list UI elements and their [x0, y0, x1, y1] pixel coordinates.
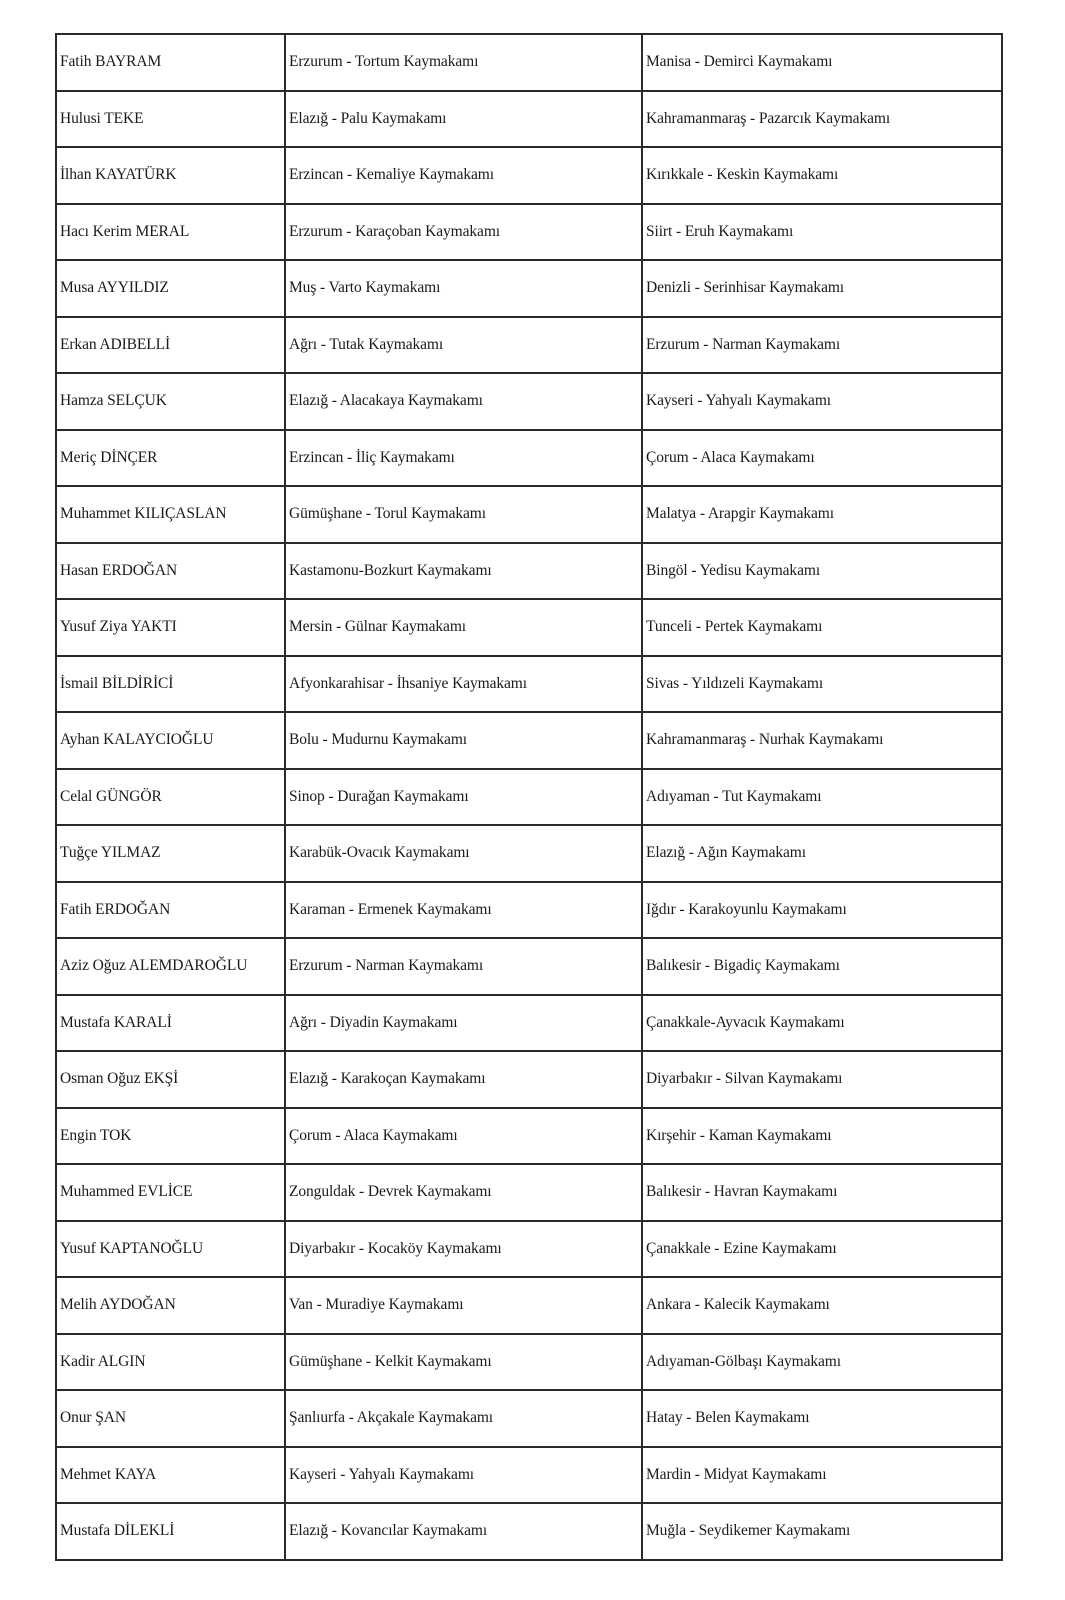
new-post-cell: Kahramanmaraş - Nurhak Kaymakamı: [642, 712, 1002, 769]
current-post-cell: Karaman - Ermenek Kaymakamı: [285, 882, 642, 939]
new-post-cell: Siirt - Eruh Kaymakamı: [642, 204, 1002, 261]
new-post-cell: Sivas - Yıldızeli Kaymakamı: [642, 656, 1002, 713]
person-name-cell: Muhammet KILIÇASLAN: [56, 486, 285, 543]
current-post-cell: Gümüşhane - Torul Kaymakamı: [285, 486, 642, 543]
current-post-cell: Ağrı - Diyadin Kaymakamı: [285, 995, 642, 1052]
table-row: [56, 91, 1002, 148]
new-post-cell: Iğdır - Karakoyunlu Kaymakamı: [642, 882, 1002, 939]
person-name-cell: Hacı Kerim MERAL: [56, 204, 285, 261]
current-post-cell: Sinop - Durağan Kaymakamı: [285, 769, 642, 826]
new-post-cell: Kırşehir - Kaman Kaymakamı: [642, 1108, 1002, 1165]
person-name-cell: Muhammed EVLİCE: [56, 1164, 285, 1221]
new-post-cell: Hatay - Belen Kaymakamı: [642, 1390, 1002, 1447]
person-name-cell: Celal GÜNGÖR: [56, 769, 285, 826]
table-row: [56, 373, 1002, 430]
current-post-cell: Erzincan - Kemaliye Kaymakamı: [285, 147, 642, 204]
person-name-cell: Melih AYDOĞAN: [56, 1277, 285, 1334]
assignment-table: [55, 33, 1003, 1561]
table-row: [56, 1051, 1002, 1108]
new-post-cell: Kayseri - Yahyalı Kaymakamı: [642, 373, 1002, 430]
table-row: [56, 1334, 1002, 1391]
person-name-cell: Ayhan KALAYCIOĞLU: [56, 712, 285, 769]
new-post-cell: Muğla - Seydikemer Kaymakamı: [642, 1503, 1002, 1560]
table-row: [56, 1447, 1002, 1504]
person-name-cell: Engin TOK: [56, 1108, 285, 1165]
current-post-cell: Zonguldak - Devrek Kaymakamı: [285, 1164, 642, 1221]
assignment-table-body: [56, 34, 1002, 1560]
current-post-cell: Elazığ - Karakoçan Kaymakamı: [285, 1051, 642, 1108]
person-name-cell: Yusuf Ziya YAKTI: [56, 599, 285, 656]
table-row: [56, 1164, 1002, 1221]
table-row: [56, 260, 1002, 317]
current-post-cell: Diyarbakır - Kocaköy Kaymakamı: [285, 1221, 642, 1278]
new-post-cell: Manisa - Demirci Kaymakamı: [642, 34, 1002, 91]
table-row: [56, 882, 1002, 939]
new-post-cell: Bingöl - Yedisu Kaymakamı: [642, 543, 1002, 600]
new-post-cell: Çanakkale - Ezine Kaymakamı: [642, 1221, 1002, 1278]
new-post-cell: Tunceli - Pertek Kaymakamı: [642, 599, 1002, 656]
new-post-cell: Mardin - Midyat Kaymakamı: [642, 1447, 1002, 1504]
current-post-cell: Şanlıurfa - Akçakale Kaymakamı: [285, 1390, 642, 1447]
new-post-cell: Diyarbakır - Silvan Kaymakamı: [642, 1051, 1002, 1108]
table-row: [56, 543, 1002, 600]
person-name-cell: Hulusi TEKE: [56, 91, 285, 148]
table-row: [56, 486, 1002, 543]
person-name-cell: Onur ŞAN: [56, 1390, 285, 1447]
current-post-cell: Çorum - Alaca Kaymakamı: [285, 1108, 642, 1165]
current-post-cell: Afyonkarahisar - İhsaniye Kaymakamı: [285, 656, 642, 713]
current-post-cell: Elazığ - Alacakaya Kaymakamı: [285, 373, 642, 430]
table-row: [56, 430, 1002, 487]
person-name-cell: Yusuf KAPTANOĞLU: [56, 1221, 285, 1278]
current-post-cell: Karabük-Ovacık Kaymakamı: [285, 825, 642, 882]
current-post-cell: Erzurum - Karaçoban Kaymakamı: [285, 204, 642, 261]
person-name-cell: Mehmet KAYA: [56, 1447, 285, 1504]
current-post-cell: Mersin - Gülnar Kaymakamı: [285, 599, 642, 656]
current-post-cell: Erzurum - Narman Kaymakamı: [285, 938, 642, 995]
table-row: [56, 1503, 1002, 1560]
table-row: [56, 599, 1002, 656]
new-post-cell: Elazığ - Ağın Kaymakamı: [642, 825, 1002, 882]
new-post-cell: Balıkesir - Havran Kaymakamı: [642, 1164, 1002, 1221]
new-post-cell: Denizli - Serinhisar Kaymakamı: [642, 260, 1002, 317]
table-row: [56, 1277, 1002, 1334]
person-name-cell: Aziz Oğuz ALEMDAROĞLU: [56, 938, 285, 995]
current-post-cell: Erzincan - İliç Kaymakamı: [285, 430, 642, 487]
person-name-cell: Fatih BAYRAM: [56, 34, 285, 91]
table-row: [56, 1221, 1002, 1278]
person-name-cell: Fatih ERDOĞAN: [56, 882, 285, 939]
table-row: [56, 147, 1002, 204]
current-post-cell: Van - Muradiye Kaymakamı: [285, 1277, 642, 1334]
current-post-cell: Ağrı - Tutak Kaymakamı: [285, 317, 642, 374]
table-row: [56, 1390, 1002, 1447]
current-post-cell: Erzurum - Tortum Kaymakamı: [285, 34, 642, 91]
table-row: [56, 1108, 1002, 1165]
person-name-cell: Tuğçe YILMAZ: [56, 825, 285, 882]
current-post-cell: Kayseri - Yahyalı Kaymakamı: [285, 1447, 642, 1504]
new-post-cell: Çorum - Alaca Kaymakamı: [642, 430, 1002, 487]
new-post-cell: Adıyaman - Tut Kaymakamı: [642, 769, 1002, 826]
current-post-cell: Kastamonu-Bozkurt Kaymakamı: [285, 543, 642, 600]
person-name-cell: Osman Oğuz EKŞİ: [56, 1051, 285, 1108]
person-name-cell: Musa AYYILDIZ: [56, 260, 285, 317]
person-name-cell: Hamza SELÇUK: [56, 373, 285, 430]
table-row: [56, 938, 1002, 995]
table-row: [56, 34, 1002, 91]
new-post-cell: Çanakkale-Ayvacık Kaymakamı: [642, 995, 1002, 1052]
current-post-cell: Muş - Varto Kaymakamı: [285, 260, 642, 317]
new-post-cell: Kahramanmaraş - Pazarcık Kaymakamı: [642, 91, 1002, 148]
person-name-cell: Mustafa DİLEKLİ: [56, 1503, 285, 1560]
person-name-cell: Meriç DİNÇER: [56, 430, 285, 487]
new-post-cell: Erzurum - Narman Kaymakamı: [642, 317, 1002, 374]
new-post-cell: Balıkesir - Bigadiç Kaymakamı: [642, 938, 1002, 995]
current-post-cell: Elazığ - Palu Kaymakamı: [285, 91, 642, 148]
person-name-cell: İsmail BİLDİRİCİ: [56, 656, 285, 713]
table-row: [56, 769, 1002, 826]
table-row: [56, 825, 1002, 882]
current-post-cell: Gümüşhane - Kelkit Kaymakamı: [285, 1334, 642, 1391]
current-post-cell: Bolu - Mudurnu Kaymakamı: [285, 712, 642, 769]
new-post-cell: Kırıkkale - Keskin Kaymakamı: [642, 147, 1002, 204]
table-row: [56, 204, 1002, 261]
current-post-cell: Elazığ - Kovancılar Kaymakamı: [285, 1503, 642, 1560]
person-name-cell: Kadir ALGIN: [56, 1334, 285, 1391]
table-row: [56, 317, 1002, 374]
person-name-cell: İlhan KAYATÜRK: [56, 147, 285, 204]
new-post-cell: Ankara - Kalecik Kaymakamı: [642, 1277, 1002, 1334]
table-row: [56, 995, 1002, 1052]
table-row: [56, 656, 1002, 713]
person-name-cell: Erkan ADIBELLİ: [56, 317, 285, 374]
table-row: [56, 712, 1002, 769]
new-post-cell: Adıyaman-Gölbaşı Kaymakamı: [642, 1334, 1002, 1391]
new-post-cell: Malatya - Arapgir Kaymakamı: [642, 486, 1002, 543]
person-name-cell: Hasan ERDOĞAN: [56, 543, 285, 600]
person-name-cell: Mustafa KARALİ: [56, 995, 285, 1052]
